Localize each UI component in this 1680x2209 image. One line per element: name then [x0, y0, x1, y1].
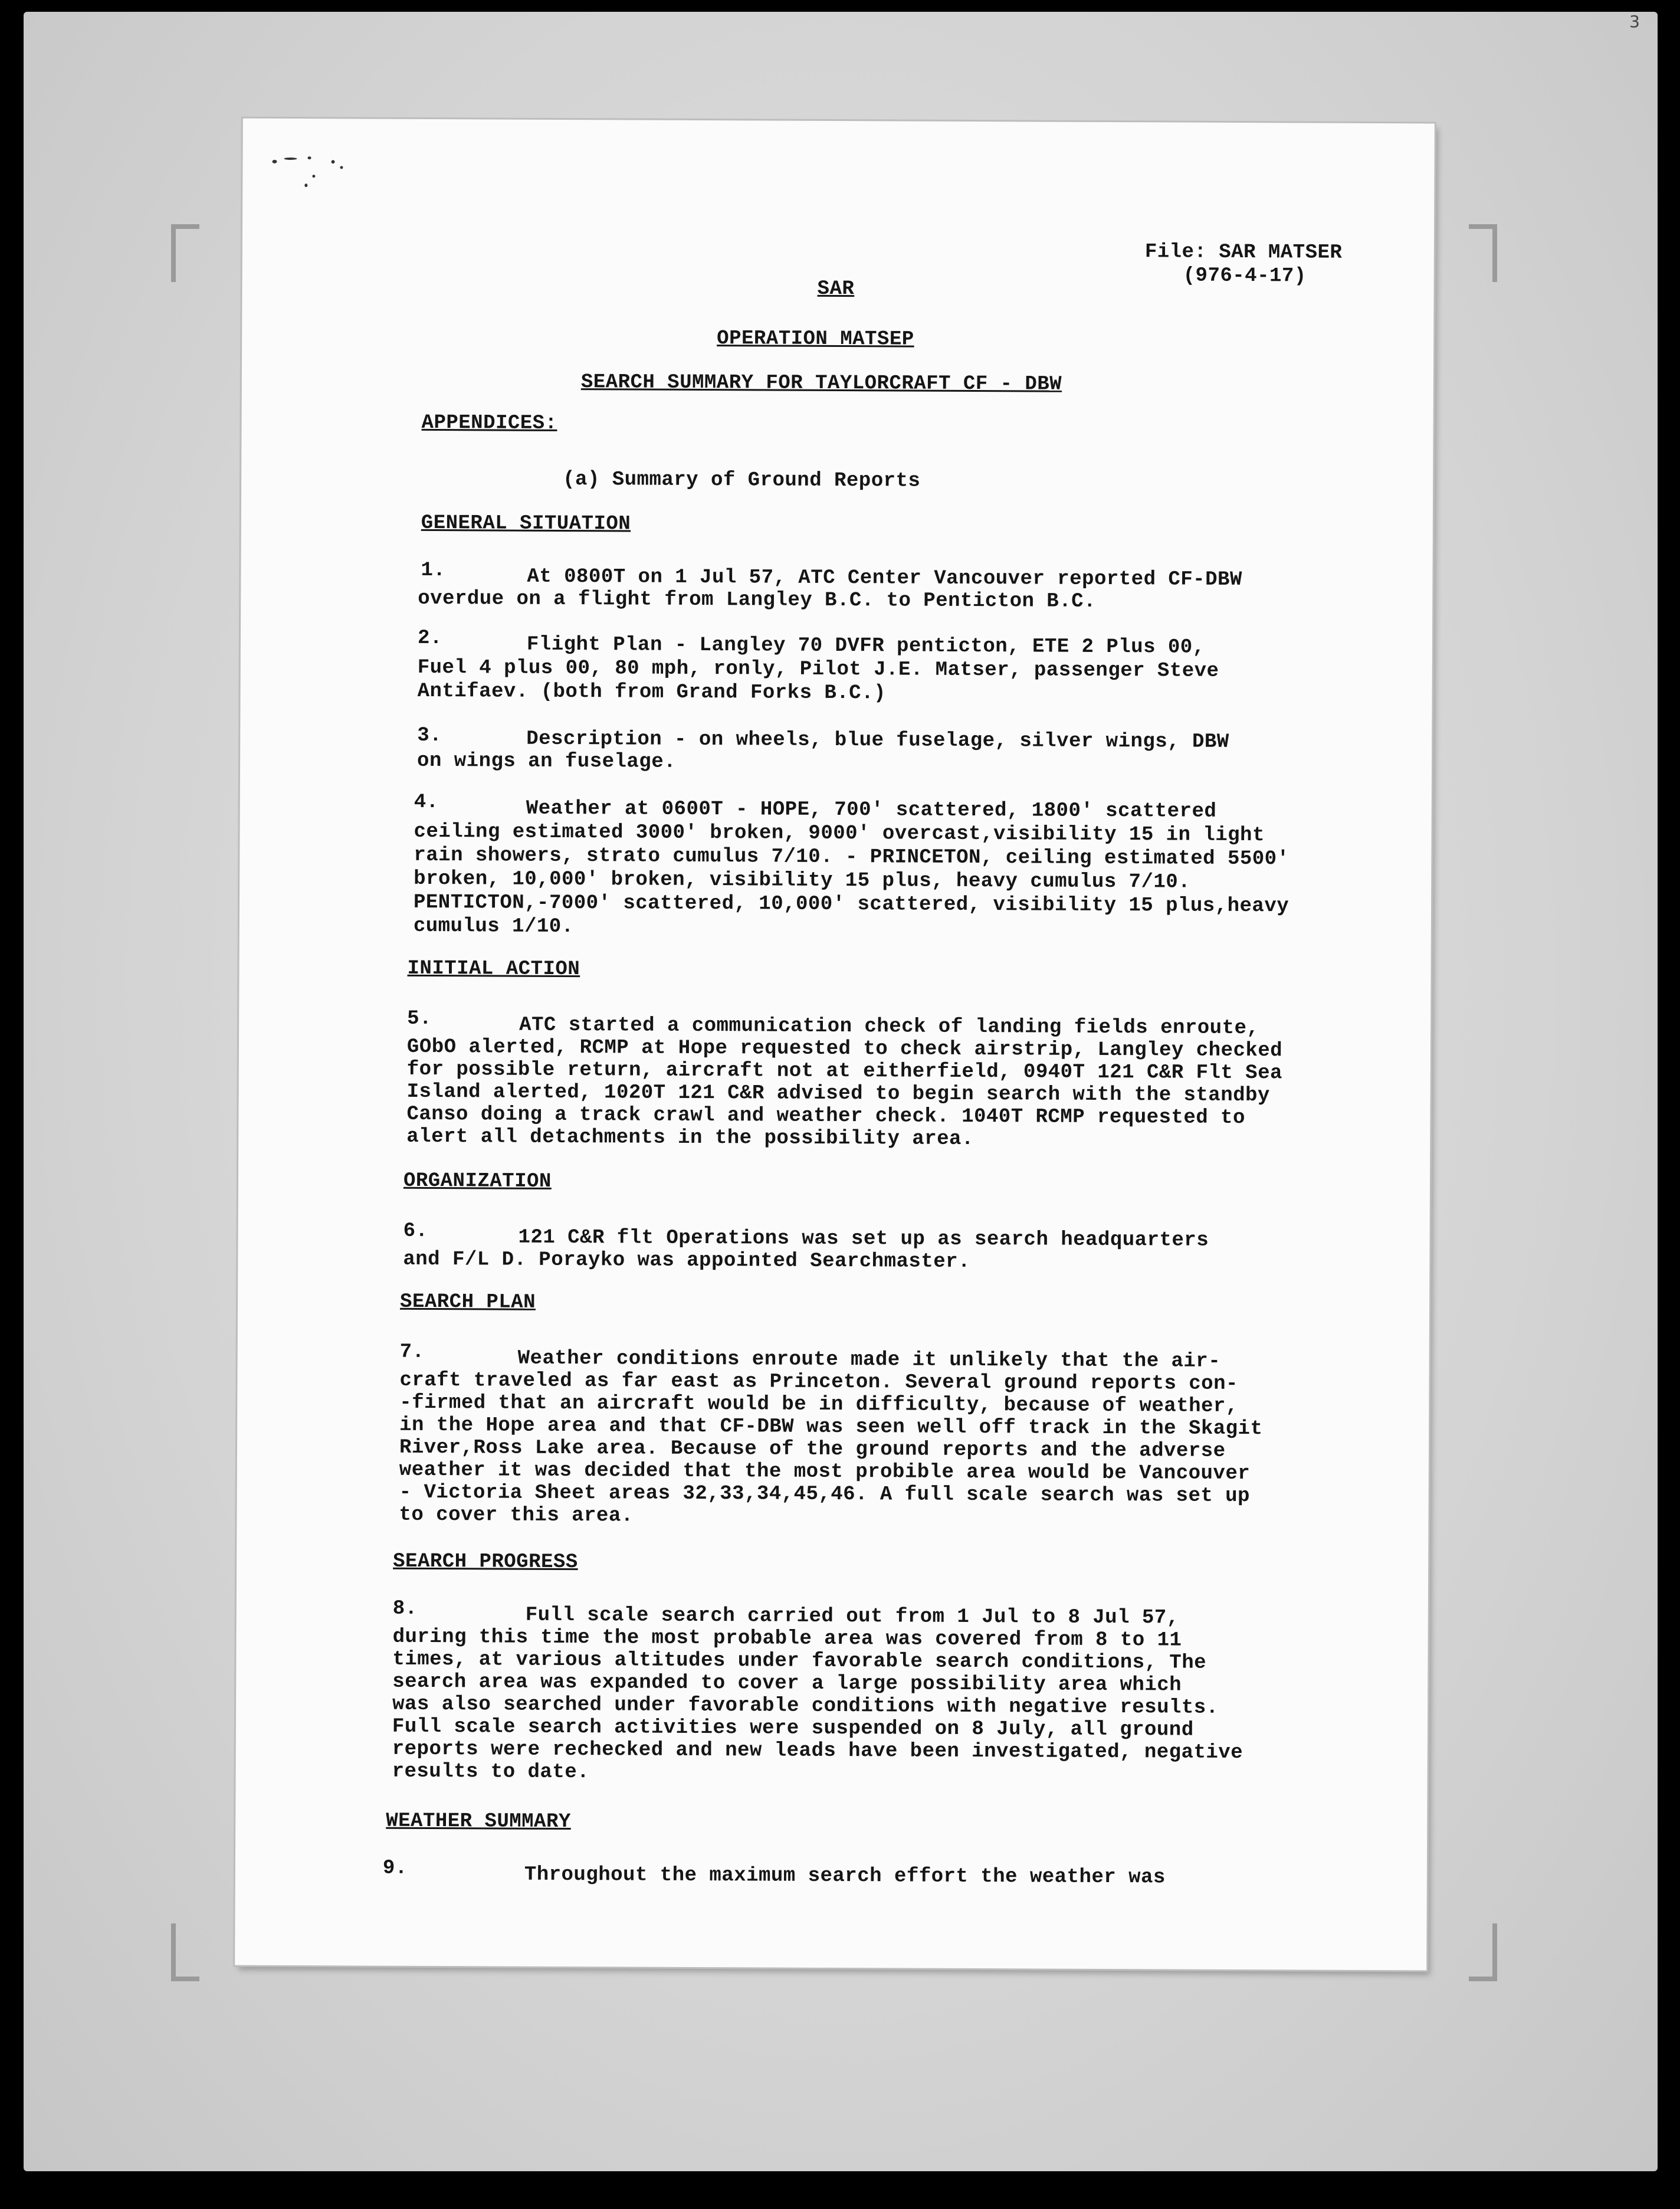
para-7-line-3: -firmed that an aircraft would be in difficulty, because of weather, [399, 1391, 1238, 1418]
para-4-line-1: Weather at 0600T - HOPE, 700' scattered, 1800' scattered [526, 797, 1217, 823]
para-5-line-5: Canso doing a track crawl and weather check. 1040T RCMP requested to [406, 1103, 1245, 1130]
file-reference: File: SAR MATSER [1144, 241, 1343, 264]
para-6-line-1: 121 C&R flt Operations was set up as search headquarters [518, 1226, 1209, 1252]
scan-corner-mark: 3 [1629, 12, 1640, 31]
para-5-line-2: GObO alerted, RCMP at Hope requested to check airstrip, Langley checked [406, 1035, 1283, 1063]
para-1-line-2: overdue on a flight from Langley B.C. to Penticton B.C. [418, 587, 1097, 613]
title-sar: SAR [817, 277, 855, 301]
para-7-line-1: Weather conditions enroute made it unlikely that the air- [517, 1347, 1221, 1373]
appendix-a: (a) Summary of Ground Reports [563, 468, 921, 493]
para-8-line-6: Full scale search activities were suspended on 8 July, all ground [392, 1715, 1194, 1742]
para-4-line-3: rain showers, strato cumulus 7/10. - PRINCETON, ceiling estimated 5500' [414, 844, 1289, 871]
para-4-line-5: PENTICTON,-7000' scattered, 10,000' scattered, visibility 15 plus,heavy [413, 891, 1289, 918]
section-general-situation: GENERAL SITUATION [421, 512, 631, 536]
para-6-number: 6. [403, 1220, 428, 1243]
corner-mark-bottom-left [171, 1923, 199, 1981]
para-5-number: 5. [407, 1007, 432, 1031]
para-7-line-2: craft traveled as far east as Princeton. Several ground reports con- [399, 1369, 1239, 1395]
corner-mark-bottom-right [1469, 1923, 1497, 1981]
title-search-summary: SEARCH SUMMARY FOR TAYLORCRAFT CF - DBW [580, 371, 1062, 396]
para-8-number: 8. [392, 1597, 418, 1620]
title-operation: OPERATION MATSEP [717, 327, 914, 351]
appendices-label: APPENDICES: [421, 411, 557, 435]
para-6-line-2: and F/L D. Porayko was appointed Searchmaster. [403, 1248, 971, 1274]
section-search-progress: SEARCH PROGRESS [393, 1550, 578, 1574]
para-7-line-4: in the Hope area and that CF-DBW was seen well off track in the Skagit [399, 1414, 1263, 1441]
para-4-line-6: cumulus 1/10. [413, 915, 574, 939]
para-1-number: 1. [421, 559, 446, 582]
para-5-line-4: Island alerted, 1020T 121 C&R advised to begin search with the standby [406, 1080, 1270, 1107]
para-2-line-1: Flight Plan - Langley 70 DVFR penticton, ETE 2 Plus 00, [526, 633, 1205, 659]
para-8-line-5: was also searched under favorable conditions with negative results. [392, 1693, 1219, 1719]
section-search-plan: SEARCH PLAN [400, 1290, 536, 1314]
para-4-line-4: broken, 10,000' broken, visibility 15 plus, heavy cumulus 7/10. [414, 867, 1191, 894]
para-5-line-6: alert all detachments in the possibility area. [406, 1125, 974, 1151]
para-3-number: 3. [417, 724, 442, 748]
section-weather-summary: WEATHER SUMMARY [386, 1810, 571, 1834]
para-1-line-1: At 0800T on 1 Jul 57, ATC Center Vancouver reported CF-DBW [527, 565, 1242, 592]
document-page [235, 119, 1435, 1971]
para-2-number: 2. [417, 627, 442, 650]
para-4-line-2: ceiling estimated 3000' broken, 9000' overcast,visibility 15 in light [414, 820, 1265, 847]
corner-mark-top-left [171, 224, 199, 282]
para-5-line-3: for possible return, aircraft not at eitherfield, 0940T 121 C&R Flt Sea [406, 1058, 1283, 1085]
para-3-line-2: on wings an fuselage. [417, 749, 677, 774]
file-number: (976-4-17) [1183, 264, 1307, 288]
para-8-line-3: times, at various altitudes under favorable search conditions, The [392, 1648, 1207, 1674]
para-5-line-1: ATC started a communication check of landing fields enroute, [519, 1014, 1259, 1040]
para-8-line-8: results to date. [392, 1760, 590, 1784]
para-9-number: 9. [382, 1857, 408, 1880]
para-8-line-1: Full scale search carried out from 1 Jul to 8 Jul 57, [525, 1604, 1179, 1630]
para-2-line-2: Fuel 4 plus 00, 80 mph, ronly, Pilot J.E. Matser, passenger Steve [417, 656, 1219, 683]
para-8-line-2: during this time the most probable area was covered from 8 to 11 [392, 1625, 1182, 1652]
para-7-line-6: weather it was decided that the most probible area would be Vancouver [399, 1459, 1251, 1486]
para-7-line-8: to cover this area. [399, 1503, 634, 1528]
para-4-number: 4. [414, 791, 439, 814]
para-8-line-7: reports were rechecked and new leads have been investigated, negative [392, 1738, 1243, 1765]
para-7-line-5: River,Ross Lake area. Because of the ground reports and the adverse [399, 1436, 1226, 1463]
para-2-line-3: Antifaev. (both from Grand Forks B.C.) [417, 680, 887, 705]
para-8-line-4: search area was expanded to cover a large possibility area which [392, 1670, 1182, 1697]
section-organization: ORGANIZATION [403, 1169, 552, 1193]
para-3-line-1: Description - on wheels, blue fuselage, silver wings, DBW [526, 727, 1229, 753]
section-initial-action: INITIAL ACTION [407, 957, 580, 981]
para-7-number: 7. [399, 1341, 425, 1364]
para-9-line-1: Throughout the maximum search effort the weather was [524, 1863, 1166, 1889]
corner-mark-top-right [1469, 224, 1497, 282]
para-7-line-7: - Victoria Sheet areas 32,33,34,45,46. A full scale search was set up [399, 1481, 1251, 1508]
